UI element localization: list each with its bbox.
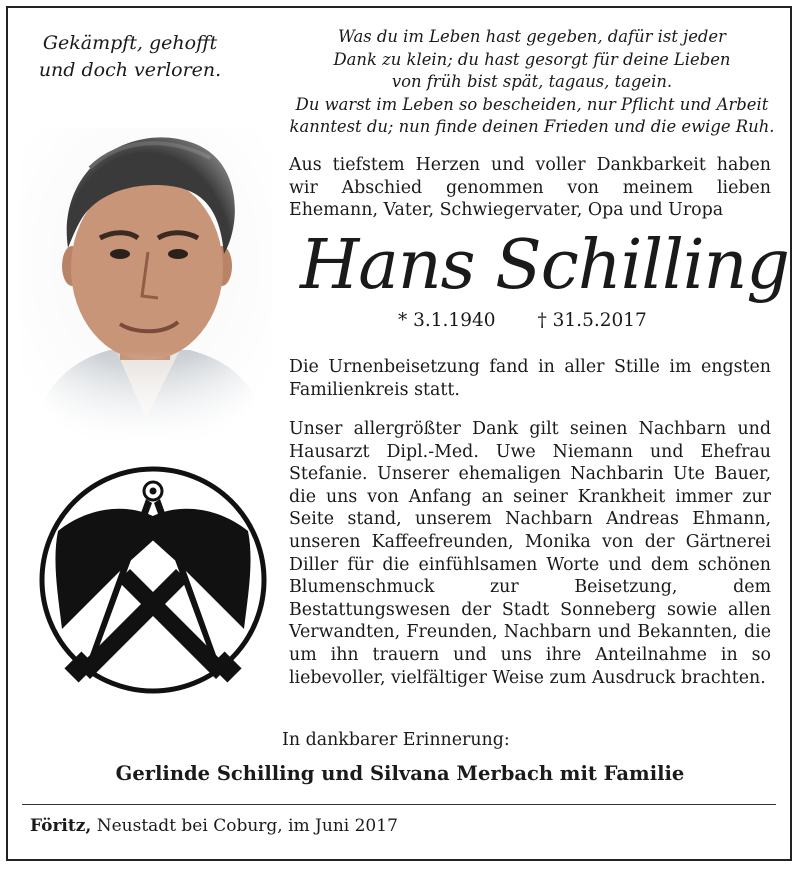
motto-line: und doch verloren. <box>38 59 222 81</box>
burial-text: Die Urnenbeisetzung fand in aller Stille im engsten Familienkreis statt. <box>289 357 771 400</box>
life-dates <box>398 308 647 334</box>
family-signature: Gerlinde Schilling und Silvana Merbach mit Familie <box>115 762 685 785</box>
roofer-guild-emblem-icon <box>38 465 268 695</box>
intro-text: Aus tiefstem Herzen und voller Dankbarkeit haben wir Abschied genommen von meinem lieben Ehemann, Vater, Schwiegervater, Opa und Uropa <box>289 155 771 221</box>
poem-line: Du warst im Leben so bescheiden, nur Pflicht und Arbeit <box>295 94 769 114</box>
place-rest: Neustadt bei Coburg, im Juni 2017 <box>96 816 398 836</box>
death-date: † 31.5.2017 <box>537 310 647 331</box>
place-date <box>30 816 398 836</box>
thanks-text <box>289 418 771 689</box>
motto-line: Gekämpft, gehofft <box>42 32 218 54</box>
poem-line: Was du im Leben hast gegeben, dafür ist jeder <box>338 27 726 46</box>
poem <box>282 26 782 139</box>
deceased-name: Hans Schilling <box>300 226 789 305</box>
divider <box>22 804 776 805</box>
motto <box>30 30 230 84</box>
closing-text: In dankbarer Erinnerung: <box>282 730 510 750</box>
poem-line: von früh bist spät, tagaus, tagein. <box>391 72 673 92</box>
poem-line: kanntest du; nun finde deinen Frieden und die ewige Ruh. <box>289 117 775 137</box>
portrait-photo <box>20 128 272 446</box>
birth-date: * 3.1.1940 <box>398 310 496 331</box>
place-town: Föritz, <box>30 816 92 836</box>
poem-line: Dank zu klein; du hast gesorgt für deine Lieben <box>333 49 731 69</box>
thanks-paragraph: Unser allergrößter Dank gilt seinen Nachbarn und Hausarzt Dipl.-Med. Uwe Niemann und Ehefrau Stefanie. Unserer ehemaligen Nachbarin Ute Bauer, die uns von Anfang an seiner Krankheit immer zur Seite stand, unserem Nachbarn Andreas Ehmann, unseren Kaffeefreunden, Monika von der Gärtnerei Diller für die einfühlsamen Worte und dem schönen Blumenschmuck zur Beisetzung, dem Bestattungswesen der Stadt Sonneberg sowie allen Verwandten, Freunden, Nachbarn und Bekannten, die um ihn trauern und uns ihre Anteilnahme in so liebevoller, vielfältiger Weise zum Ausdruck brachten. <box>289 419 771 688</box>
